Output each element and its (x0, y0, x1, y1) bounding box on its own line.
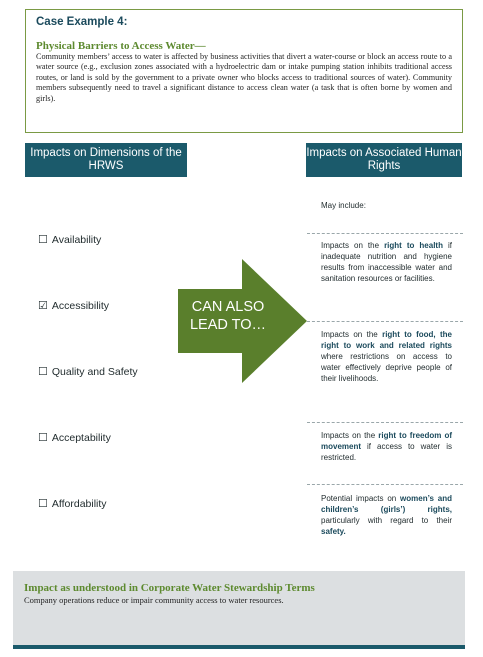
dimension-label: Accessibility (51, 300, 110, 312)
dimension-label: Availability (51, 234, 102, 246)
divider (307, 321, 463, 322)
impact-food-work: Impacts on the right to food, the right to work and related rights where restrictions on access to water effectively deprive people of their livelihoods. (321, 330, 452, 383)
may-include-label: May include: (321, 201, 366, 210)
checked-box-icon: ☑ (38, 300, 48, 312)
stewardship-title: Impact as understood in Corporate Water Stewardship Terms (24, 582, 315, 594)
dimension-acceptability (38, 431, 111, 444)
dimension-availability (38, 233, 101, 246)
dimension-label: Affordability (51, 498, 107, 510)
impact-health: Impacts on the right to health if inadequate nutrition and hygiene results from inaccessible water and sanitation resources or facilities. (321, 241, 452, 283)
bottom-rule (13, 645, 465, 649)
checkbox-icon: ☐ (38, 366, 48, 378)
checkbox-icon: ☐ (38, 432, 48, 444)
case-title: Case Example 4: (36, 16, 128, 28)
arrow-line-2: LEAD TO… (189, 317, 267, 333)
dimension-label: Quality and Safety (51, 366, 138, 378)
case-example-box (25, 9, 463, 133)
checkbox-icon: ☐ (38, 498, 48, 510)
dimension-affordability (38, 497, 107, 510)
dimensions-header: Impacts on Dimensions of the HRWS (25, 143, 187, 177)
human-rights-header: Impacts on Associated Human Rights (306, 143, 462, 177)
arrow-label (178, 298, 278, 334)
divider (307, 422, 463, 423)
stewardship-text: Company operations reduce or impair community access to water resources. (24, 595, 284, 605)
dimension-accessibility (38, 299, 109, 312)
case-body: Community members’ access to water is affected by business activities that divert a water-course or block an access route to a water source (e.g., exclusion zones associated with a hydroelectric dam or intake pumping station inhibits traditional access routes, or land is sold by the government to a private owner who blocks access to traditional sources of water). Community members subsequently need to travel a significant distance to access clean water (a task that is often borne by women and girls). (36, 52, 452, 103)
case-subtitle: Physical Barriers to Access Water— (36, 40, 206, 52)
divider (307, 484, 463, 485)
dimension-quality-safety (38, 365, 138, 378)
arrow-line-1: CAN ALSO (191, 299, 265, 315)
impact-movement: Impacts on the right to freedom of movement if access to water is restricted. (321, 431, 452, 462)
divider (307, 233, 463, 234)
dimension-label: Acceptability (51, 432, 111, 444)
impact-women-children: Potential impacts on women’s and children’s (girls’) rights, particularly with regard to their safety. (321, 494, 452, 536)
stewardship-box (13, 571, 465, 645)
lead-to-arrow (178, 259, 307, 383)
checkbox-icon: ☐ (38, 234, 48, 246)
